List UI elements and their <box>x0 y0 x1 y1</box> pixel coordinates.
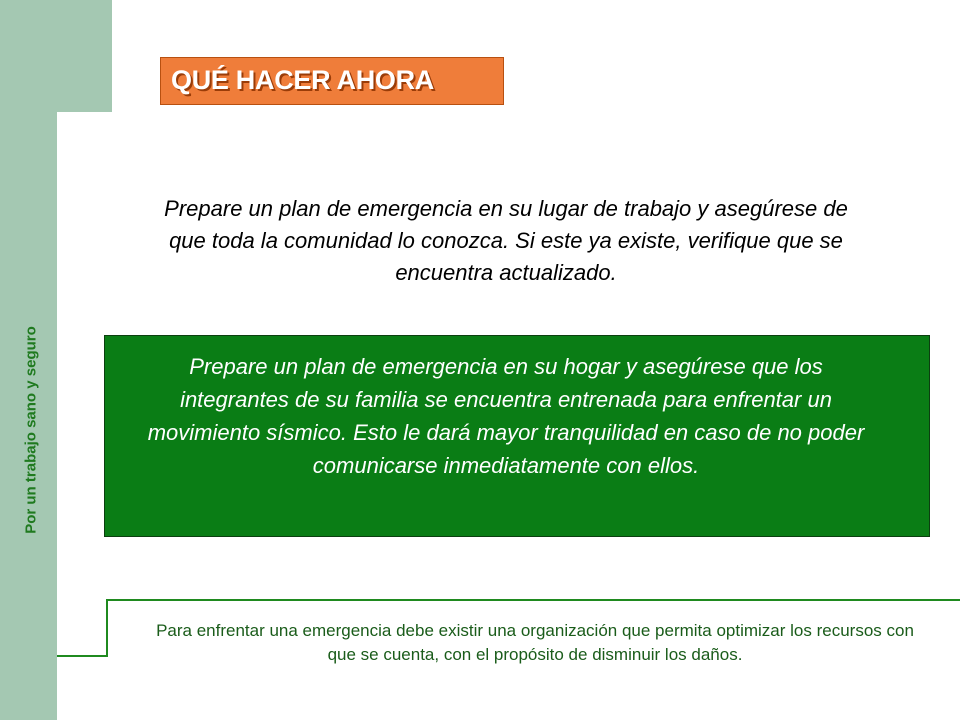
footer-note: Para enfrentar una emergencia debe existir una organización que permita optimizar los recursos con que se cuenta, con el propósito de disminuir los daños. <box>156 621 914 664</box>
intro-paragraph: Prepare un plan de emergencia en su lugar de trabajo y asegúrese de que toda la comunidad lo conozca. Si este ya existe, verifique que se encuentra actualizado. <box>164 196 848 285</box>
sidebar-caption: Por un trabajo sano y seguro <box>22 326 40 534</box>
sidebar-corner-block <box>0 0 112 112</box>
highlight-text: Prepare un plan de emergencia en su hogar y asegúrese que los integrantes de su familia se encuentra entrenada para enfrentar un movimiento sísmico. Esto le dará mayor tranquilidad en caso de no poder comunicarse inmediatamente con ellos. <box>147 354 865 478</box>
footer-bracket-top-line <box>107 599 960 601</box>
footer-bracket-vertical-line <box>106 599 108 657</box>
page-title: QUÉ HACER AHORA <box>171 65 435 95</box>
title-box <box>160 57 504 105</box>
footer-bracket-bottom-line <box>57 655 108 657</box>
highlight-box <box>104 335 930 537</box>
